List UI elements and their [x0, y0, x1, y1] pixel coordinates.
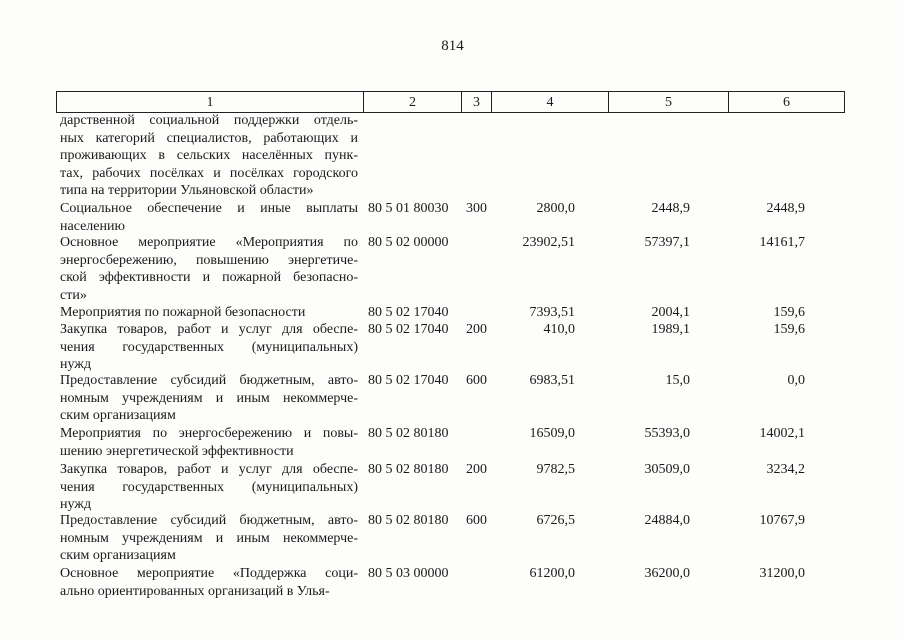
header-col-1: 1 [56, 92, 363, 112]
row-name-line: ных категорий специалистов, работающих и [60, 130, 358, 146]
row-code: 80 5 02 80180 [368, 513, 449, 528]
row-value-4: 9782,5 [536, 462, 575, 477]
row-value-5: 1989,1 [651, 322, 690, 337]
row-name [60, 461, 358, 514]
row-name-line: тах, рабочих посёлках и посёлках городского [60, 165, 358, 181]
row-name-line: дарственной социальной поддержки отдель- [60, 113, 358, 128]
row-name-line: Мероприятия по энергосбережению и повы- [60, 426, 358, 441]
header-col-3: 3 [461, 92, 491, 112]
row-name-line: ским организациям [60, 408, 176, 424]
row-name [60, 200, 358, 235]
row-name [60, 321, 358, 374]
row-value-4: 16509,0 [529, 426, 575, 441]
row-value-4: 61200,0 [529, 566, 575, 581]
row-code: 80 5 02 17040 [368, 305, 449, 320]
row-name-line: шению энергетической эффективности [60, 443, 294, 459]
row-name [60, 512, 358, 565]
row-value-4: 6726,5 [536, 513, 575, 528]
page-number: 814 [441, 38, 464, 54]
row-name-line: Закупка товаров, работ и услуг для обеспе- [60, 322, 358, 337]
header-col-6: 6 [728, 92, 845, 112]
row-name-line: Основное мероприятие «Мероприятия по [60, 235, 358, 250]
row-name-line: типа на территории Ульяновской области» [60, 183, 314, 199]
row-value-5: 15,0 [665, 373, 690, 388]
row-name-line: сти» [60, 287, 87, 303]
row-value-6: 0,0 [787, 373, 805, 388]
table-header [56, 91, 845, 113]
row-value-4: 2800,0 [536, 201, 575, 216]
row-value-5: 2448,9 [651, 201, 690, 216]
row-value-6: 10767,9 [759, 513, 805, 528]
row-name-line: чения государственных (муниципальных) [60, 479, 358, 495]
row-value-6: 14002,1 [759, 426, 805, 441]
row-expense-type: 300 [466, 201, 487, 216]
row-value-5: 24884,0 [644, 513, 690, 528]
row-value-4: 410,0 [543, 322, 575, 337]
row-name-line: нужд [60, 357, 92, 373]
row-code: 80 5 02 80180 [368, 426, 449, 441]
row-name [60, 112, 358, 200]
row-name [60, 234, 358, 304]
row-code: 80 5 01 80030 [368, 201, 449, 216]
header-col-4: 4 [491, 92, 608, 112]
row-value-6: 3234,2 [766, 462, 805, 477]
row-name-line: Мероприятия по пожарной безопасности [60, 305, 306, 320]
row-code: 80 5 02 80180 [368, 462, 449, 477]
row-value-6: 159,6 [773, 322, 805, 337]
row-name-line: чения государственных (муниципальных) [60, 339, 358, 355]
row-code: 80 5 02 00000 [368, 235, 449, 250]
row-value-5: 55393,0 [644, 426, 690, 441]
row-name-line: проживающих в сельских населённых пунк- [60, 148, 358, 164]
row-code: 80 5 02 17040 [368, 373, 449, 388]
row-value-5: 2004,1 [651, 305, 690, 320]
row-value-5: 57397,1 [644, 235, 690, 250]
row-name [60, 304, 358, 322]
row-code: 80 5 02 17040 [368, 322, 449, 337]
row-name-line: ской эффективности и пожарной безопасно- [60, 270, 358, 286]
row-name-line: энергосбережению, повышению энергетиче- [60, 252, 358, 268]
header-col-5: 5 [608, 92, 728, 112]
row-value-5: 30509,0 [644, 462, 690, 477]
row-name-line: Предоставление субсидий бюджетным, авто- [60, 373, 358, 388]
row-value-4: 23902,51 [522, 235, 575, 250]
row-value-4: 6983,51 [529, 373, 575, 388]
row-value-6: 2448,9 [766, 201, 805, 216]
row-name-line: Закупка товаров, работ и услуг для обеспе- [60, 462, 358, 477]
row-name [60, 372, 358, 425]
row-value-5: 36200,0 [644, 566, 690, 581]
row-value-6: 14161,7 [759, 235, 805, 250]
row-name-line: ским организациям [60, 548, 176, 564]
row-expense-type: 200 [466, 462, 487, 477]
header-col-2: 2 [363, 92, 461, 112]
row-value-4: 7393,51 [529, 305, 575, 320]
row-name-line: ально ориентированных организаций в Улья- [60, 583, 330, 599]
row-name-line: Основное мероприятие «Поддержка соци- [60, 566, 358, 581]
row-expense-type: 200 [466, 322, 487, 337]
row-name [60, 565, 358, 600]
row-name-line: номным учреждениям и иным некоммерче- [60, 530, 358, 546]
row-value-6: 159,6 [773, 305, 805, 320]
row-value-6: 31200,0 [759, 566, 805, 581]
row-name-line: нужд [60, 497, 92, 513]
row-expense-type: 600 [466, 513, 487, 528]
row-name-line: Предоставление субсидий бюджетным, авто- [60, 513, 358, 528]
row-code: 80 5 03 00000 [368, 566, 449, 581]
row-name [60, 425, 358, 460]
row-name-line: Социальное обеспечение и иные выплаты [60, 201, 358, 216]
row-name-line: номным учреждениям и иным некоммерче- [60, 390, 358, 406]
row-name-line: населению [60, 218, 125, 234]
row-expense-type: 600 [466, 373, 487, 388]
